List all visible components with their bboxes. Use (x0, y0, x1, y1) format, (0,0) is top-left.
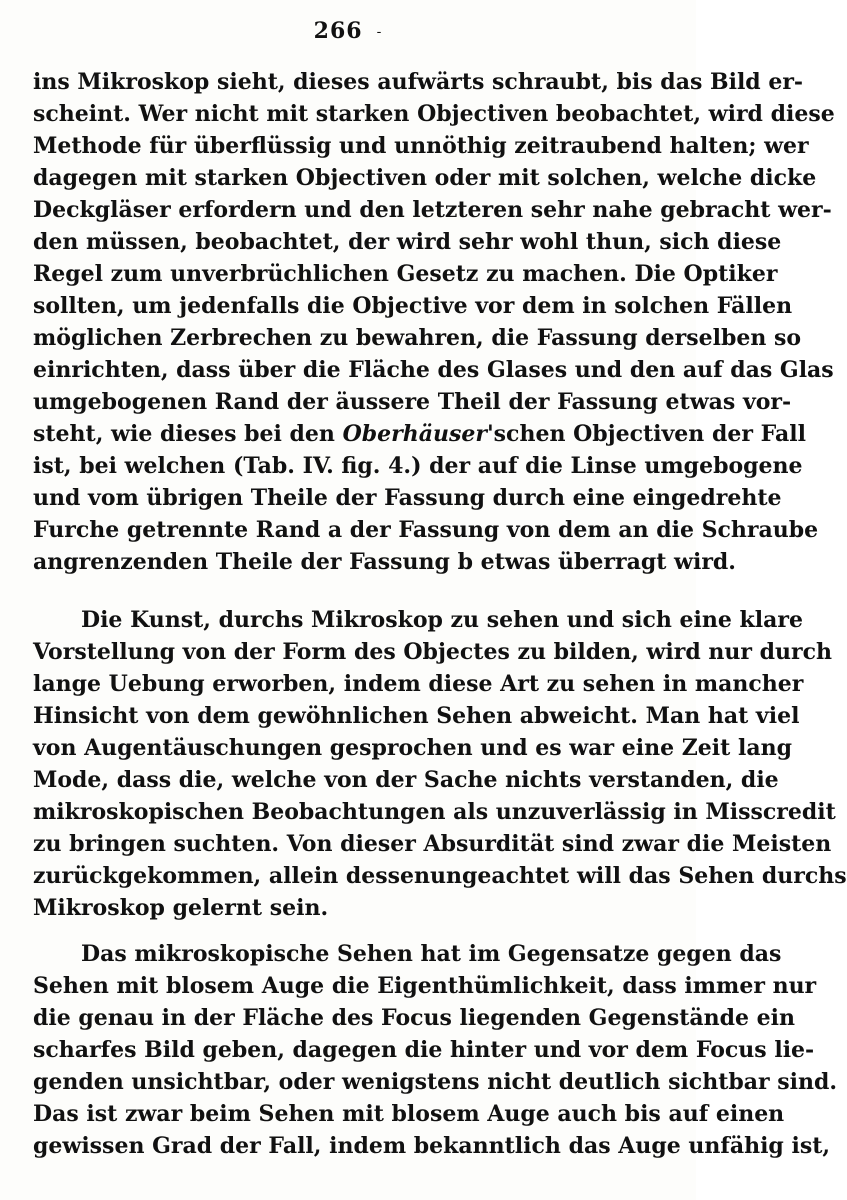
paragraph-1 (33, 66, 835, 578)
text-line: sollten, um jedenfalls die Objective vor dem in solchen Fällen (33, 293, 793, 319)
emphasis-name: Oberhäuser (342, 421, 487, 447)
text-line: den müssen, beobachtet, der wird sehr wohl thun, sich diese (33, 229, 782, 255)
text-line: angrenzenden Theile der Fassung b etwas überragt wird. (33, 549, 736, 575)
text-line: mikroskopischen Beobachtungen als unzuverlässig in Misscredit (33, 799, 836, 825)
text-line: Regel zum unverbrüchlichen Gesetz zu machen. Die Optiker (33, 261, 778, 287)
text-line: von Augentäuschungen gesprochen und es war eine Zeit lang (33, 735, 792, 761)
text-line: Furche getrennte Rand a der Fassung von dem an die Schraube (33, 517, 819, 543)
text-line: dagegen mit starken Objectiven oder mit solchen, welche dicke (33, 165, 817, 191)
text-line: scheint. Wer nicht mit starken Objectiven beobachtet, wird diese (33, 101, 835, 127)
text-line: lange Uebung erworben, indem diese Art zu sehen in mancher (33, 671, 804, 697)
text-line: zu bringen suchten. Von dieser Absurdität sind zwar die Meisten (33, 831, 832, 857)
text-line: Methode für überflüssig und unnöthig zeitraubend halten; wer (33, 133, 809, 159)
text-fragment: 'schen Objectiven der Fall (486, 421, 806, 447)
text-line: scharfes Bild geben, dagegen die hinter und vor dem Focus lie- (33, 1037, 815, 1063)
page-number-mark: - (376, 24, 383, 40)
text-line: Mode, dass die, welche von der Sache nichts verstanden, die (33, 767, 779, 793)
page-number (0, 18, 696, 44)
text-line: die genau in der Fläche des Focus liegenden Gegenstände ein (33, 1005, 796, 1031)
paragraph-3 (33, 938, 838, 1162)
paragraph-2 (33, 604, 847, 924)
text-line: Die Kunst, durchs Mikroskop zu sehen und sich eine klare (81, 607, 804, 633)
text-line: Deckgläser erfordern und den letzteren sehr nahe gebracht wer- (33, 197, 832, 223)
text-line: zurückgekommen, allein dessenungeachtet will das Sehen durchs (33, 863, 847, 889)
text-line: und vom übrigen Theile der Fassung durch eine eingedrehte (33, 485, 782, 511)
text-line: Das mikroskopische Sehen hat im Gegensatze gegen das (81, 941, 782, 967)
page-number-value: 266 (313, 18, 363, 44)
text-line: Mikroskop gelernt sein. (33, 895, 329, 921)
text-line: möglichen Zerbrechen zu bewahren, die Fassung derselben so (33, 325, 802, 351)
text-line: Sehen mit blosem Auge die Eigenthümlichkeit, dass immer nur (33, 973, 817, 999)
text-line: ist, bei welchen (Tab. IV. fig. 4.) der auf die Linse umgebogene (33, 453, 803, 479)
text-line: umgebogenen Rand der äussere Theil der Fassung etwas vor- (33, 389, 792, 415)
text-line: ins Mikroskop sieht, dieses aufwärts schraubt, bis das Bild er- (33, 69, 804, 95)
text-line (33, 418, 806, 450)
text-line: Hinsicht von dem gewöhnlichen Sehen abweicht. Man hat viel (33, 703, 800, 729)
text-line: Das ist zwar beim Sehen mit blosem Auge auch bis auf einen (33, 1101, 785, 1127)
text-line: gewissen Grad der Fall, indem bekanntlich das Auge unfähig ist, (33, 1133, 831, 1159)
text-line: Vorstellung von der Form des Objectes zu bilden, wird nur durch (33, 639, 832, 665)
text-line: einrichten, dass über die Fläche des Glases und den auf das Glas (33, 357, 834, 383)
text-fragment: steht, wie dieses bei den (33, 421, 343, 447)
text-line: genden unsichtbar, oder wenigstens nicht deutlich sichtbar sind. (33, 1069, 838, 1095)
